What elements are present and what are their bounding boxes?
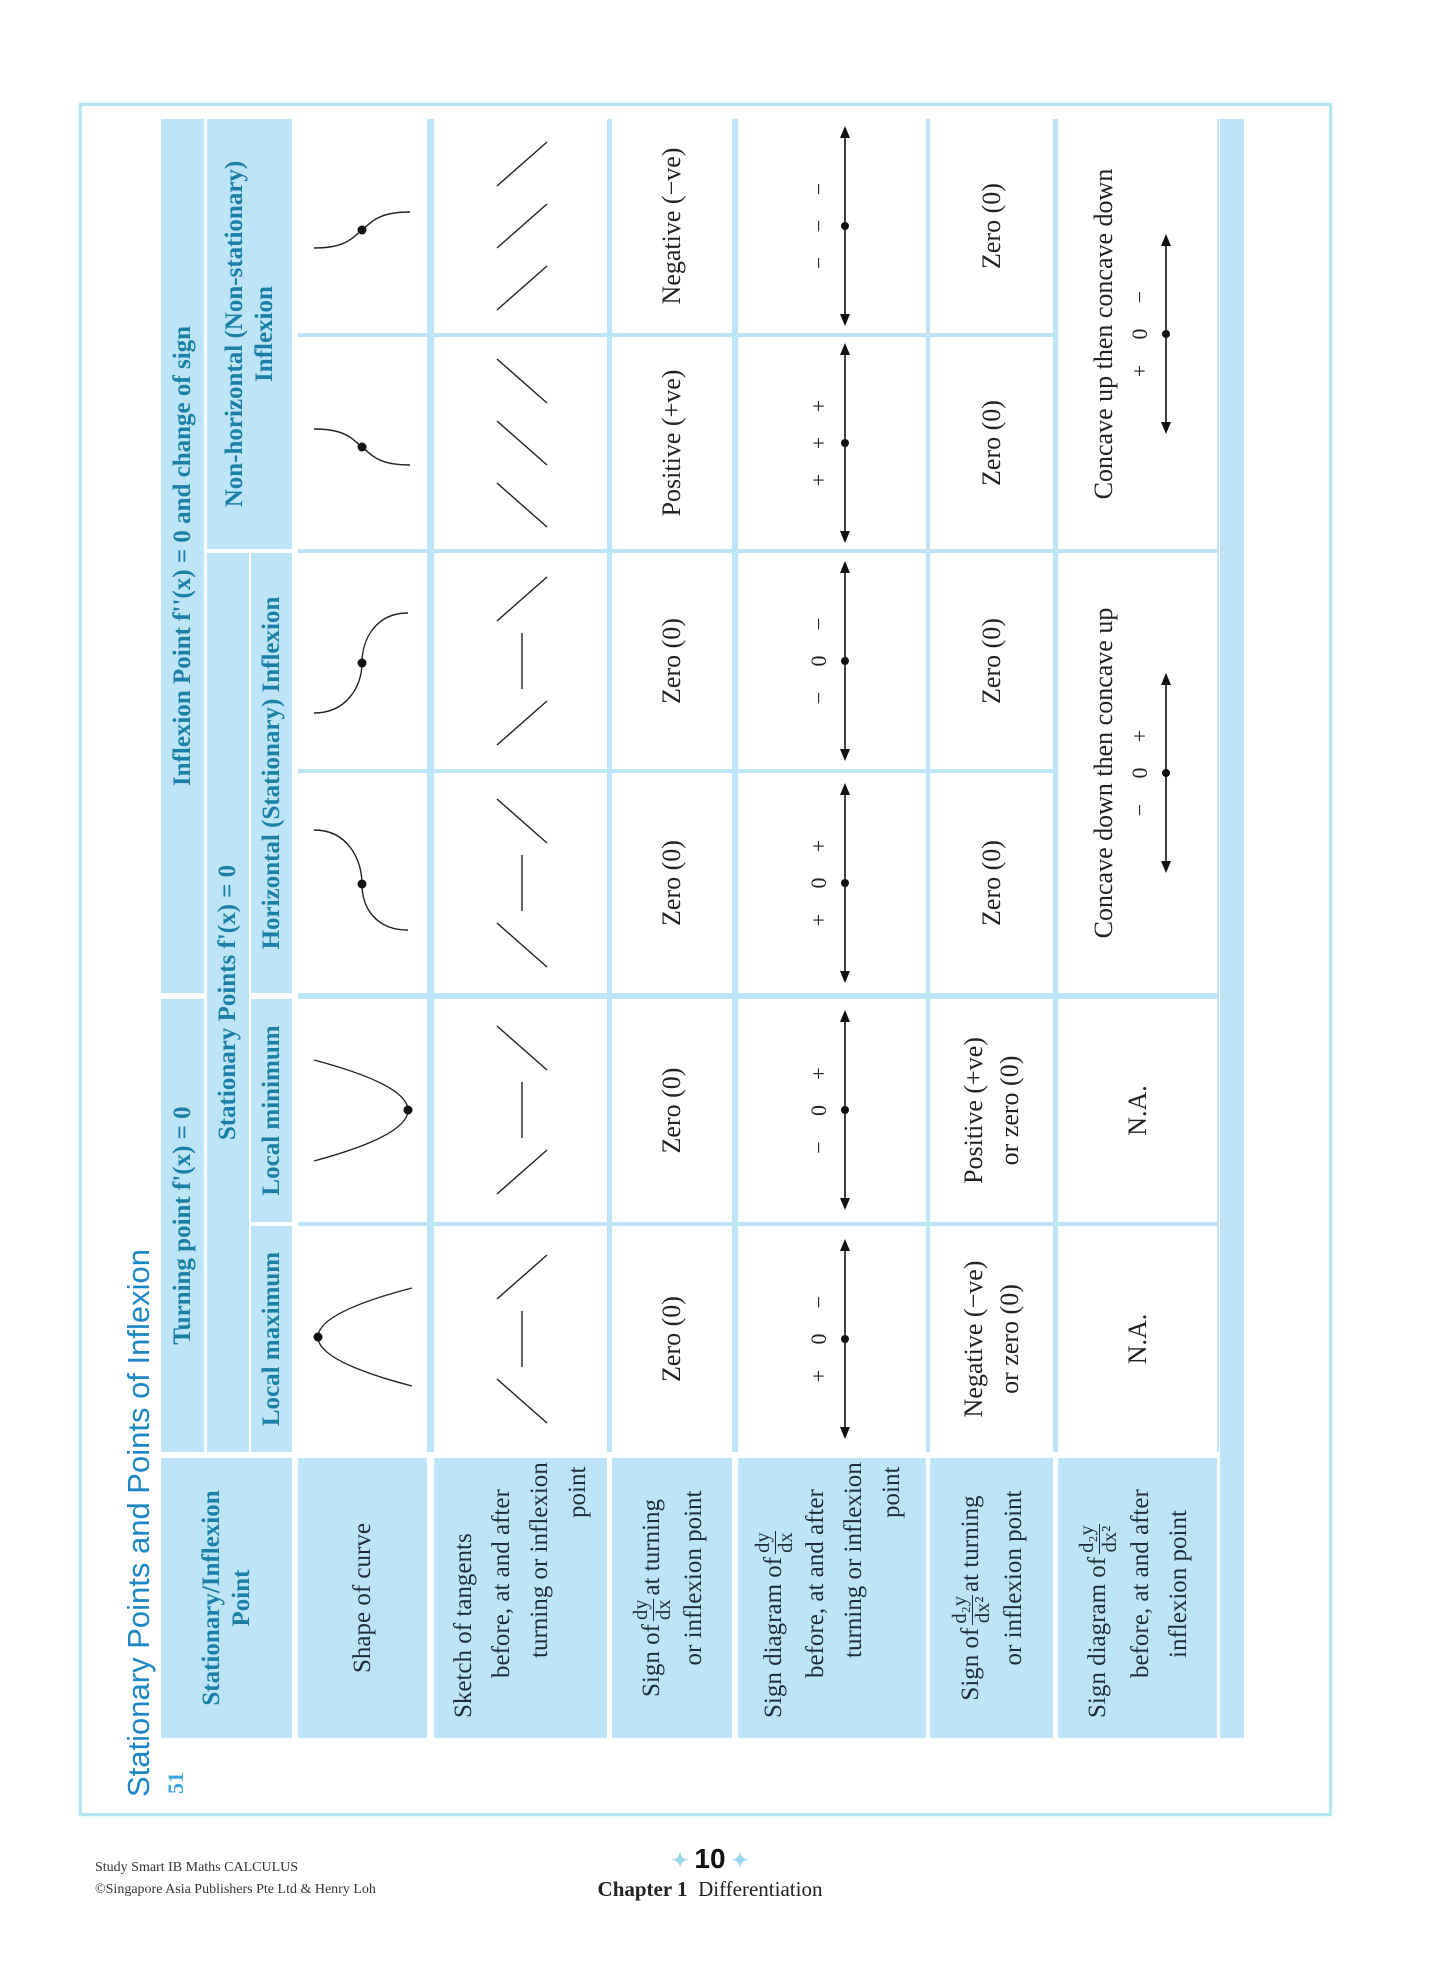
dy-diagram-cell-local-maximum: [738, 1226, 926, 1452]
fraction-d2y-dx2: [1077, 1524, 1121, 1554]
dy-sign-cell-non-horizontal-inflexion-falling: [612, 119, 732, 333]
dy-sign-value: Zero (0): [657, 840, 686, 926]
sign-diagram: [805, 126, 861, 326]
sign-at: 0: [806, 1105, 831, 1116]
footer-book-title: Study Smart IB Maths CALCULUS: [95, 1860, 299, 1875]
footer-copyright: ©Singapore Asia Publishers Pte Ltd & Henry Loh: [95, 1882, 376, 1897]
row-label-text: before, at and after: [802, 1489, 830, 1678]
tangents-cell-non-horizontal-inflexion-falling: [434, 119, 607, 333]
header-horizontal-inflexion: Horizontal (Stationary) Inflexion: [251, 553, 292, 993]
shape-cell-local-maximum: [298, 1226, 427, 1452]
row-label-dy-sign: [612, 1458, 732, 1738]
sign-at: −: [806, 219, 831, 233]
d2-sign-value: Zero (0): [976, 183, 1006, 269]
sign-before: +: [806, 473, 831, 487]
sign-at: 0: [806, 877, 831, 889]
sign-after: +: [1127, 729, 1152, 743]
curve-sketch-icon: [298, 116, 427, 336]
row-label-text: Sign diagram of: [1084, 1556, 1112, 1718]
d2-sign-value: Positive (+ve): [958, 1037, 988, 1184]
shape-cell-non-horizontal-inflexion-rising: [298, 337, 427, 549]
section-number: 51: [163, 1772, 188, 1794]
dy-diagram-cell-horizontal-inflexion-rising: [738, 773, 926, 993]
shape-cell-horizontal-inflexion-falling: [298, 553, 427, 769]
fraction-denominator: dx: [652, 1599, 675, 1621]
row-label-text: point: [878, 1466, 906, 1518]
dy-sign-cell-horizontal-inflexion-rising: [612, 773, 732, 993]
d2-diagram-cell-local-maximum: [1058, 1226, 1217, 1452]
not-applicable: N.A.: [1122, 1085, 1152, 1136]
tangent-lines-icon: [434, 551, 607, 771]
rotated-table-sheet: [79, 103, 1332, 1816]
fraction-d2y-dx2: [950, 1595, 994, 1625]
fraction-denominator: dx²: [1099, 1525, 1121, 1553]
header-stationary-points: Stationary Points f'(x) = 0: [207, 553, 249, 1452]
row-label-text: before, at and after: [1126, 1489, 1154, 1678]
d2-sign-cell-non-horizontal-inflexion-rising: [930, 337, 1053, 549]
sign-before: +: [1127, 364, 1152, 378]
dy-diagram-cell-local-minimum: [738, 999, 926, 1222]
shape-cell-non-horizontal-inflexion-falling: [298, 119, 427, 333]
fraction-numerator: d₂y: [1076, 1525, 1099, 1553]
header-inflexion-point: Inflexion Point f''(x) = 0 and change of sign: [161, 119, 204, 993]
concavity-description: Concave down then concave up: [1089, 607, 1118, 939]
curve-sketch-icon: [298, 551, 427, 771]
page-title: Stationary Points and Points of Inflexion: [121, 1249, 156, 1797]
fraction-dy-dx: [631, 1599, 675, 1622]
row-label-text: before, at and after: [487, 1489, 515, 1678]
row-label-text: turning or inflexion: [525, 1462, 553, 1658]
sign-before: −: [806, 1141, 831, 1154]
dy-sign-value: Zero (0): [657, 1067, 686, 1154]
row-label-tangents: [434, 1458, 607, 1738]
dy-sign-cell-local-maximum: [612, 1226, 732, 1452]
tangents-cell-horizontal-inflexion-rising: [434, 773, 607, 993]
fraction-numerator: dy: [751, 1532, 774, 1553]
tangents-cell-horizontal-inflexion-falling: [434, 553, 607, 769]
d2-sign-cell-horizontal-inflexion-rising: [930, 773, 1053, 993]
page-number: [650, 1843, 770, 1875]
tangent-lines-icon: [434, 116, 607, 336]
chapter-label: Chapter 1: [597, 1877, 688, 1901]
sign-diagram: [805, 343, 861, 543]
sign-diagram: [805, 561, 861, 761]
sign-after: +: [806, 399, 831, 413]
d2-sign-value: Zero (0): [976, 618, 1006, 704]
curve-sketch-icon: [298, 1001, 427, 1221]
sign-after: −: [1127, 290, 1152, 304]
d2-sign-value: Zero (0): [976, 400, 1006, 486]
sign-at: 0: [806, 655, 831, 667]
dy-diagram-cell-non-horizontal-inflexion-rising: [738, 337, 926, 549]
sign-diagram: [805, 783, 861, 983]
row-label-d2-diagram: [1058, 1458, 1217, 1738]
tangents-cell-local-minimum: [434, 999, 607, 1222]
not-applicable: N.A.: [1122, 1313, 1152, 1365]
dy-sign-value: Negative (−ve): [657, 147, 686, 305]
dy-sign-value: Zero (0): [657, 1296, 686, 1382]
dy-diagram-cell-horizontal-inflexion-falling: [738, 553, 926, 769]
fraction-numerator: dy: [629, 1599, 652, 1621]
sign-at: +: [806, 436, 831, 450]
header-local-minimum: Local minimum: [251, 999, 292, 1222]
header-non-horizontal-inflexion: Non-horizontal (Non-stationary) Inflexion: [207, 119, 292, 549]
sign-after: +: [806, 839, 831, 853]
row-label-text: inflexion point: [1164, 1510, 1192, 1658]
sign-before: −: [1127, 803, 1152, 817]
sign-after: +: [806, 1067, 831, 1080]
sign-before: +: [806, 913, 831, 927]
d2-sign-value: Negative (−ve): [958, 1260, 988, 1418]
fraction-denominator: dx²: [972, 1596, 994, 1624]
tangent-lines-icon: [434, 333, 607, 553]
d2-sign-value: Zero (0): [976, 840, 1006, 926]
tangents-cell-local-maximum: [434, 1226, 607, 1452]
bottom-strip: [1220, 119, 1244, 1738]
concavity-description: Concave up then concave down: [1089, 168, 1118, 500]
sign-before: −: [806, 691, 831, 705]
d2-sign-value-line2: or zero (0): [994, 1284, 1024, 1394]
row-label-shape: [298, 1458, 427, 1738]
chapter-title: [560, 1877, 860, 1902]
d2-diagram-cell-horizontal: [1058, 553, 1217, 993]
row-label-text: Sign of: [637, 1624, 665, 1697]
dy-sign-cell-non-horizontal-inflexion-rising: [612, 337, 732, 549]
d2-diagram-cell-local-minimum: [1058, 999, 1217, 1222]
row-label-text: or inflexion point: [680, 1490, 708, 1666]
row-label-text: Shape of curve: [348, 1523, 376, 1673]
row-label-text: Sign diagram of: [759, 1556, 787, 1718]
sign-after: −: [806, 617, 831, 631]
diamond-ornament-icon: ✦: [731, 1850, 749, 1873]
header-turning-point: Turning point f'(x) = 0: [161, 999, 204, 1452]
sign-diagram: [805, 1239, 861, 1439]
d2-sign-cell-horizontal-inflexion-falling: [930, 553, 1053, 769]
tangent-lines-icon: [434, 1001, 607, 1221]
header-corner: Stationary/Inflexion Point: [161, 1458, 292, 1738]
row-label-text: turning or inflexion: [840, 1462, 868, 1658]
fraction-numerator: d₂y: [949, 1595, 972, 1624]
sign-diagram: [1126, 234, 1182, 434]
shape-cell-local-minimum: [298, 999, 427, 1222]
row-label-text: Sign of: [957, 1627, 985, 1701]
sign-at: 0: [806, 1333, 831, 1345]
row-label-dy-diagram: [738, 1458, 926, 1738]
d2-sign-value-line2: or zero (0): [994, 1055, 1024, 1166]
shape-cell-horizontal-inflexion-rising: [298, 773, 427, 993]
dy-sign-cell-horizontal-inflexion-falling: [612, 553, 732, 769]
curve-sketch-icon: [298, 773, 427, 993]
curve-sketch-icon: [298, 1229, 427, 1449]
sign-after: −: [806, 1295, 831, 1309]
sign-at: 0: [1127, 328, 1152, 340]
sign-before: +: [806, 1369, 831, 1383]
d2-sign-cell-non-horizontal-inflexion-falling: [930, 119, 1053, 333]
dy-sign-cell-local-minimum: [612, 999, 732, 1222]
sign-before: −: [806, 256, 831, 270]
row-label-d2-sign: [930, 1458, 1053, 1738]
tangent-lines-icon: [434, 773, 607, 993]
dy-sign-value: Positive (+ve): [657, 369, 686, 517]
row-label-text: at turning: [637, 1499, 665, 1596]
sign-after: −: [806, 182, 831, 196]
tangents-cell-non-horizontal-inflexion-rising: [434, 337, 607, 549]
sign-diagram: [805, 1011, 861, 1211]
curve-sketch-icon: [298, 333, 427, 553]
fraction-dy-dx: [753, 1531, 797, 1554]
tangent-lines-icon: [434, 1229, 607, 1449]
page-number-text: 10: [694, 1843, 726, 1874]
fraction-denominator: dx: [774, 1532, 797, 1553]
dy-sign-value: Zero (0): [657, 618, 686, 704]
dy-diagram-cell-non-horizontal-inflexion-falling: [738, 119, 926, 333]
chapter-name: Differentiation: [698, 1877, 823, 1901]
row-label-text: point: [563, 1466, 591, 1518]
header-local-maximum: Local maximum: [251, 1226, 292, 1452]
d2-sign-cell-local-minimum: [930, 999, 1053, 1222]
d2-sign-cell-local-maximum: [930, 1226, 1053, 1452]
sign-diagram: [1126, 673, 1182, 873]
diamond-ornament-icon: ✦: [671, 1850, 689, 1873]
row-label-text: Sketch of tangents: [449, 1533, 477, 1718]
sign-at: 0: [1127, 767, 1152, 779]
row-label-text: at turning: [957, 1495, 985, 1592]
d2-diagram-cell-non-horizontal: [1058, 119, 1217, 549]
row-label-text: or inflexion point: [999, 1490, 1027, 1666]
